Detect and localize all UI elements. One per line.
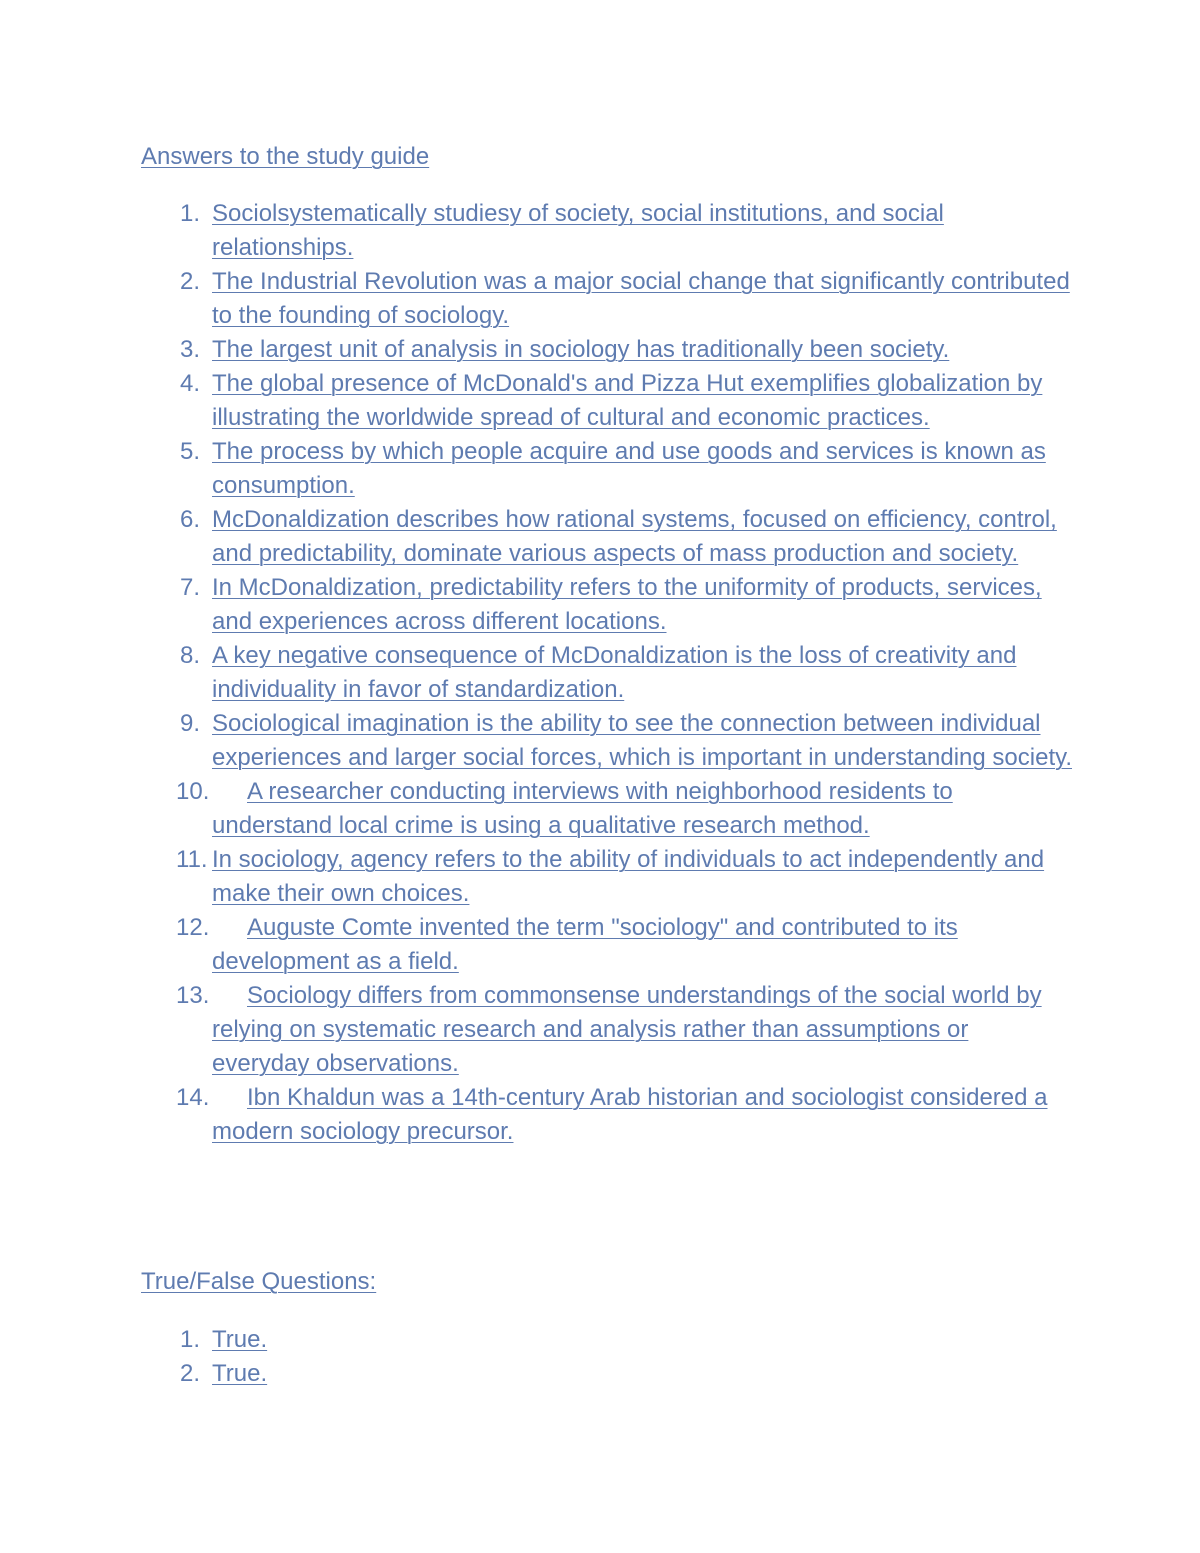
item-number: 2. [179,1360,200,1387]
list-item [0,707,1072,775]
item-text: True. [212,1360,268,1387]
item-text: True. [212,1326,268,1353]
item-number: 14. [176,1084,210,1111]
list-item [0,1357,1072,1391]
true-false-heading: True/False Questions: [141,1268,377,1295]
list-item [0,197,1072,265]
item-text: Ibn Khaldun was a 14th-century Arab historian and sociologist considered a modern sociology precursor. [212,1084,1048,1145]
item-text: Sociology differs from commonsense understandings of the social world by relying on systematic research and analysis rather than assumptions or everyday observations. [212,982,1042,1077]
list-item [0,333,1072,367]
item-number: 7. [179,574,200,601]
item-number: 3. [179,336,200,363]
item-number: 13. [176,982,210,1009]
item-text: McDonaldization describes how rational systems, focused on efficiency, control, and predictability, dominate various aspects of mass production and society. [212,506,1057,567]
item-number: 2. [179,268,200,295]
list-item [0,435,1072,503]
item-text: The largest unit of analysis in sociology has traditionally been society. [212,336,950,363]
item-number: 11. [176,846,208,873]
item-number: 9. [179,710,200,737]
item-number: 1. [179,200,200,227]
list-item [0,571,1072,639]
item-text: Sociolsystematically studiesy of society, social institutions, and social relationships. [212,200,944,261]
item-text: The Industrial Revolution was a major social change that significantly contributed to the founding of sociology. [212,268,1070,329]
item-text: A researcher conducting interviews with neighborhood residents to understand local crime is using a qualitative research method. [212,778,953,839]
item-number: 4. [179,370,200,397]
list-item [0,265,1072,333]
answers-list [0,197,1200,1149]
item-text: In sociology, agency refers to the ability of individuals to act independently and make their own choices. [212,846,1045,907]
item-number: 5. [179,438,200,465]
item-text: Sociological imagination is the ability to see the connection between individual experiences and larger social forces, which is important in understanding society. [212,710,1072,771]
list-item [0,979,1072,1081]
item-text: In McDonaldization, predictability refers to the uniformity of products, services, and experiences across different locations. [212,574,1042,635]
item-number: 1. [179,1326,200,1353]
list-item [0,639,1072,707]
item-text: The global presence of McDonald's and Pizza Hut exemplifies globalization by illustrating the worldwide spread of cultural and economic practices. [212,370,1043,431]
study-guide-heading: Answers to the study guide [141,143,430,170]
item-text: A key negative consequence of McDonaldization is the loss of creativity and individuality in favor of standardization. [212,642,1017,703]
list-item [0,843,1072,911]
list-item [0,367,1072,435]
item-number: 10. [176,778,210,805]
list-item [0,1081,1072,1149]
true-false-list [0,1323,1200,1391]
item-number: 12. [176,914,210,941]
item-text: The process by which people acquire and use goods and services is known as consumption. [212,438,1046,499]
list-item [0,911,1072,979]
list-item [0,1323,1072,1357]
item-text: Auguste Comte invented the term "sociology" and contributed to its development as a field. [212,914,958,975]
list-item [0,775,1072,843]
item-number: 6. [179,506,200,533]
item-number: 8. [179,642,200,669]
list-item [0,503,1072,571]
